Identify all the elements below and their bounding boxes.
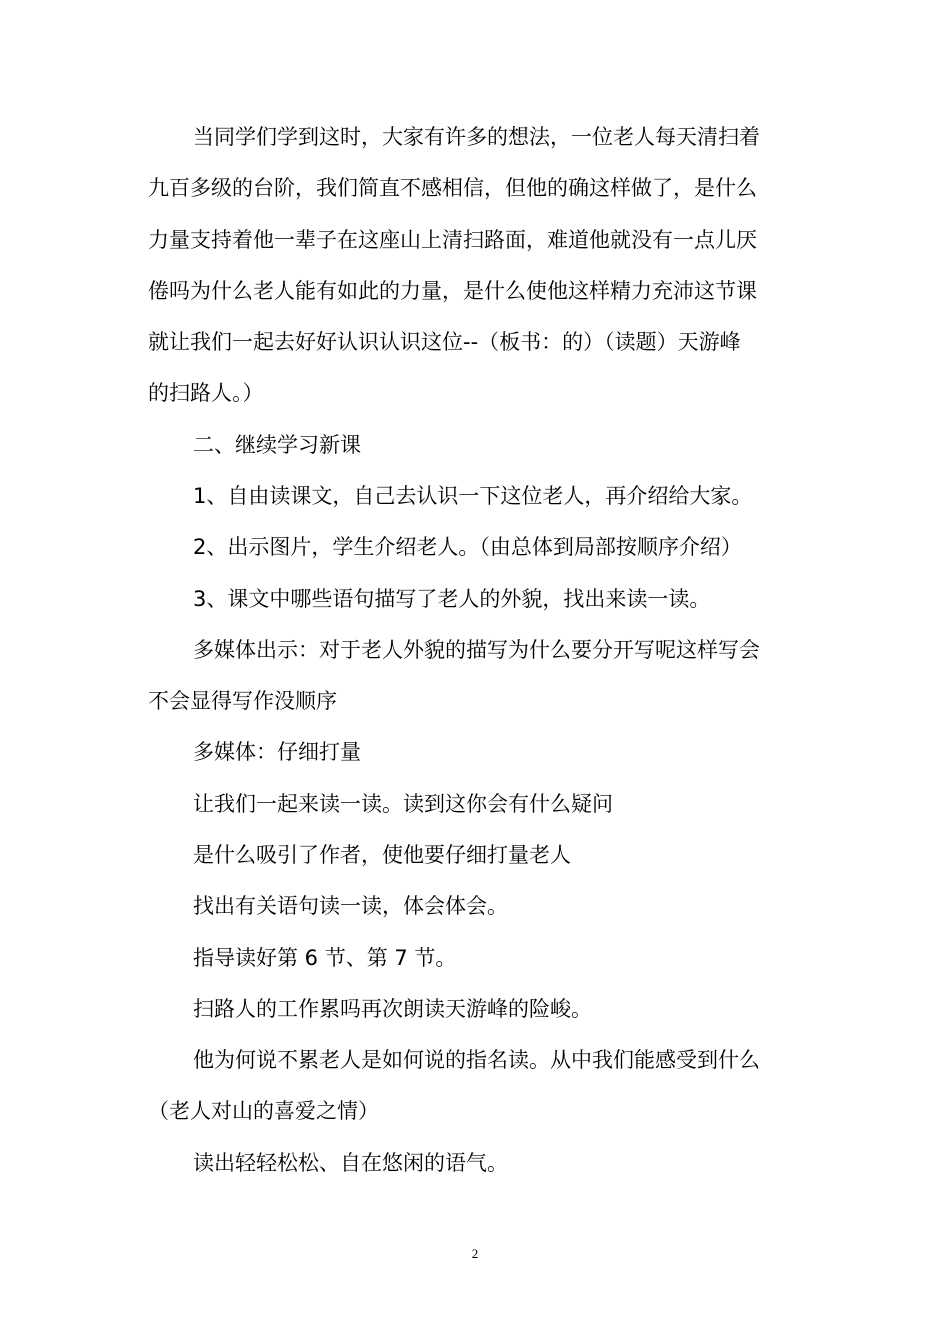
section-heading: 二、继续学习新课	[193, 433, 361, 457]
paragraph-line: 力量支持着他一辈子在这座山上清扫路面，难道他就没有一点儿厌	[148, 228, 757, 252]
paragraph-line: 九百多级的台阶，我们简直不感相信，但他的确这样做了，是什么	[148, 176, 757, 200]
paragraph-line: 多媒体：仔细打量	[193, 740, 361, 764]
paragraph-line: 当同学们学到这时，大家有许多的想法，一位老人每天清扫着	[193, 125, 760, 149]
paragraph-line: 扫路人的工作累吗再次朗读天游峰的险峻。	[193, 997, 592, 1021]
list-item: 3、课文中哪些语句描写了老人的外貌，找出来读一读。	[193, 587, 711, 611]
page-number: 2	[471, 1246, 479, 1261]
paragraph-line: 找出有关语句读一读，体会体会。	[193, 894, 508, 918]
paragraph-line: 就让我们一起去好好认识认识这位--（板书：的）（读题）天游峰	[148, 330, 741, 354]
paragraph-line: （老人对山的喜爱之情）	[148, 1099, 379, 1123]
list-item: 1、自由读课文，自己去认识一下这位老人，再介绍给大家。	[193, 484, 753, 508]
list-item: 2、出示图片，学生介绍老人。（由总体到局部按顺序介绍）	[193, 535, 742, 559]
paragraph-line: 不会显得写作没顺序	[148, 689, 337, 713]
paragraph-line: 的扫路人。）	[148, 381, 264, 405]
paragraph-line: 他为何说不累老人是如何说的指名读。从中我们能感受到什么	[193, 1048, 760, 1072]
paragraph-line: 是什么吸引了作者，使他要仔细打量老人	[193, 843, 571, 867]
paragraph-line: 多媒体出示：对于老人外貌的描写为什么要分开写呢这样写会	[193, 638, 760, 662]
paragraph-line: 倦吗为什么老人能有如此的力量，是什么使他这样精力充沛这节课	[148, 279, 757, 303]
paragraph-line: 让我们一起来读一读。读到这你会有什么疑问	[193, 792, 613, 816]
paragraph-line: 指导读好第 6 节、第 7 节。	[193, 946, 457, 970]
paragraph-line: 读出轻轻松松、自在悠闲的语气。	[193, 1151, 508, 1175]
